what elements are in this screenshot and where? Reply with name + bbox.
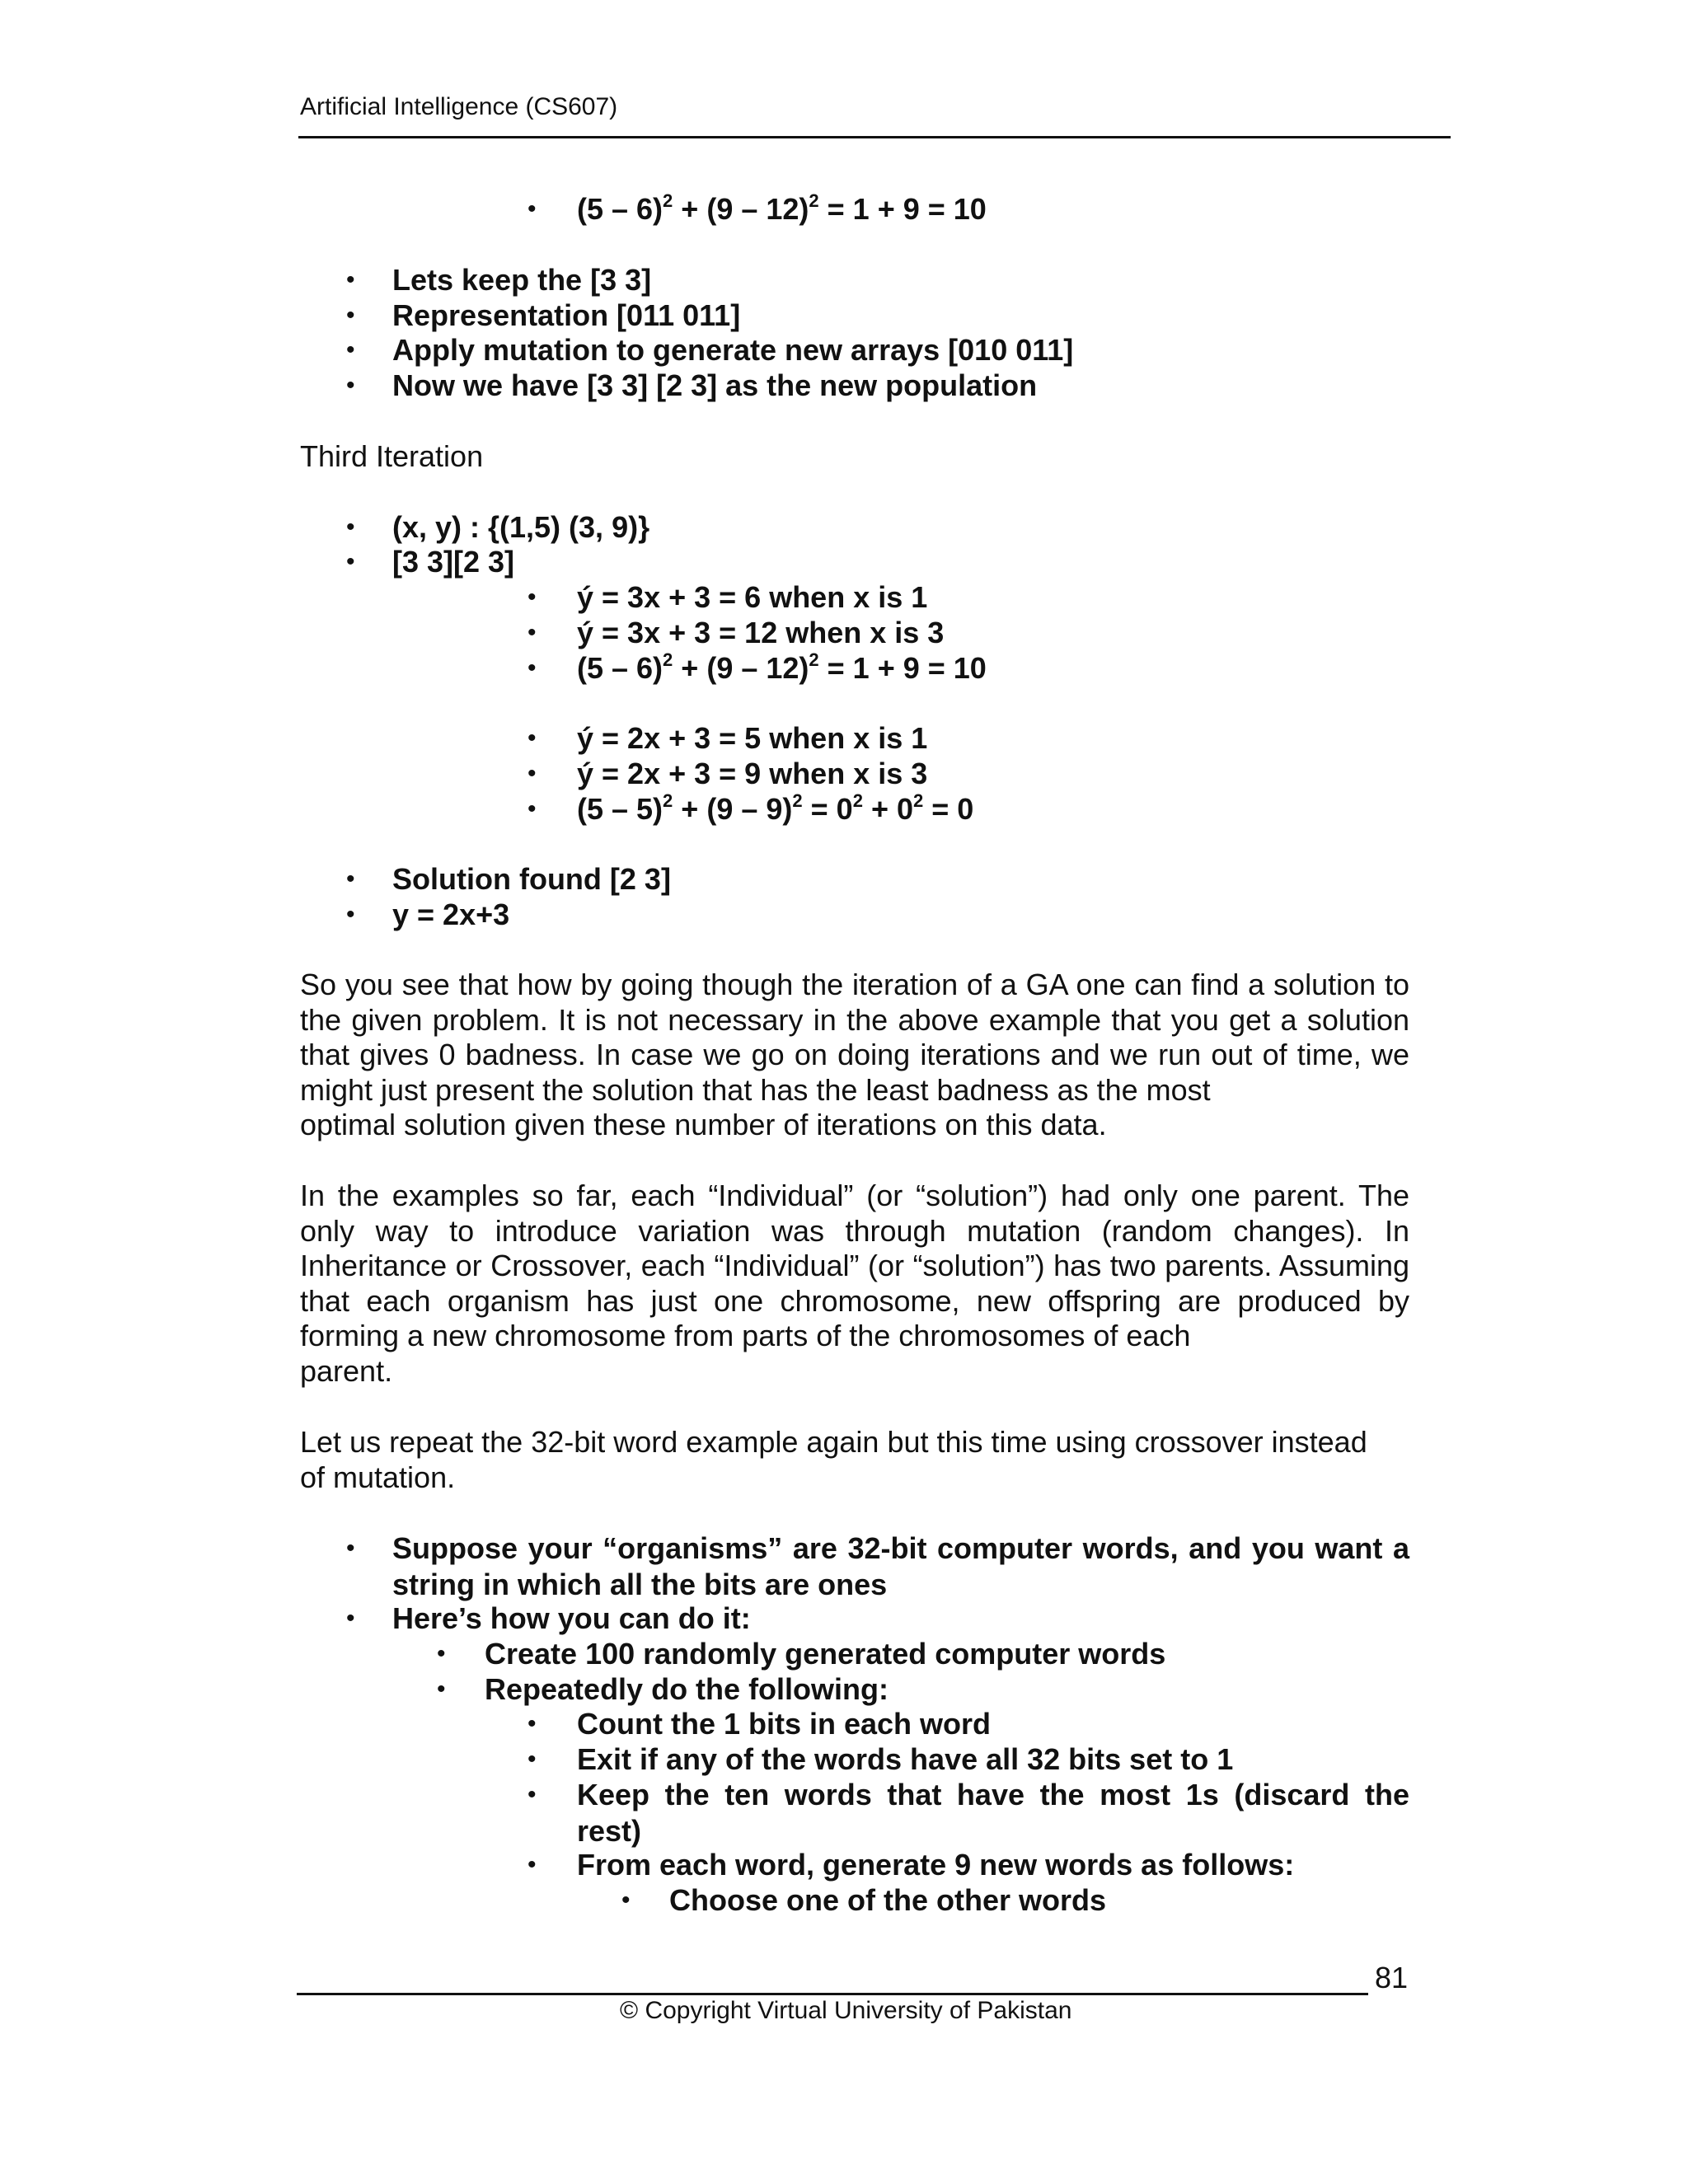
list-item: Representation [011 011] [392,298,741,332]
list-item: Repeatedly do the following: [485,1672,889,1706]
bullet-icon: • [346,1605,355,1632]
equation: (5 – 6)$^2$ + (9 – 12)$^2$ = 1 + 9 = 10 [577,649,987,685]
list-item: From each word, generate 9 new words as follows: [577,1848,1295,1882]
list-item: [3 3][2 3] [392,545,515,579]
equation: $(5 - 5)^2 + (9 - 9)^2 = 0^2 + 0^2 = 0$ [577,790,974,826]
paragraph [300,1179,1409,1390]
bullet-icon: • [437,1675,446,1703]
bullet-icon: • [437,1640,446,1667]
list-item: Keep the ten words that have the most 1s (discard the rest) [577,1778,1409,1848]
bullet-icon: • [346,865,355,893]
paragraph-last-line: of mutation. [300,1460,456,1494]
paragraph-text: So you see that how by going though the iteration of a GA one can find a solution to the given problem. It is not necessary in the above example that you get a solution that gives 0 badness. In case we go on doing iterations and we run out of time, we might just present the solution that has the least badness as the most [300,968,1409,1107]
list-item: Here’s how you can do it: [392,1601,751,1635]
bullet-icon: • [528,1710,537,1737]
bullet-icon: • [528,795,537,823]
section-heading: Third Iteration [300,439,484,473]
header-title: Artificial Intelligence (CS607) [300,93,618,120]
paragraph-text: In the examples so far, each “Individual” (or “solution”) had only one parent. The only way to introduce variation was through mutation (random changes). In Inheritance or Crossover, each “Individual” (or “solution”) has two parents. Assuming that each organism has just one chromosome, new offspring are produced by forming a new chromosome from parts of the chromosomes of each [300,1179,1409,1353]
bullet-icon: • [528,1851,537,1878]
list-item: ý = 3x + 3 = 6 when x is 1 [577,580,928,614]
paragraph-text: Let us repeat the 32-bit word example again but this time using crossover instead [300,1425,1367,1459]
bullet-icon: • [346,513,355,541]
bullet-icon: • [346,901,355,928]
bullet-icon: • [528,619,537,646]
copyright-text: © Copyright Virtual University of Pakistan [620,1997,1072,2024]
list-item: Create 100 randomly generated computer words [485,1637,1166,1671]
bullet-icon: • [528,724,537,752]
paragraph-last-line: optimal solution given these number of iterations on this data. [300,1108,1107,1142]
bullet-icon: • [346,336,355,363]
list-item: Suppose your “organisms” are 32-bit computer words, and you want a string in which all the bits are ones [392,1531,1409,1601]
paragraph [300,1425,1409,1495]
page-number: 81 [1375,1961,1409,1994]
paragraph [300,968,1409,1143]
bullet-icon: • [528,760,537,787]
header-divider [298,136,1451,138]
list-item: Lets keep the [3 3] [392,263,652,297]
footer-divider [297,1993,1368,1995]
list-item: Solution found [2 3] [392,862,671,896]
list-item: ý = 2x + 3 = 5 when x is 1 [577,721,928,755]
bullet-icon: • [346,372,355,399]
list-item: (x, y) : {(1,5) (3, 9)} [392,510,650,544]
list-item: y = 2x+3 [392,898,510,931]
bullet-icon: • [346,1535,355,1562]
bullet-icon: • [528,1746,537,1773]
list-item: Now we have [3 3] [2 3] as the new population [392,368,1038,402]
bullet-icon: • [346,302,355,329]
bullet-icon: • [346,548,355,575]
bullet-icon: • [528,583,537,611]
top-equation: (5 – 6)$^2$ + (9 – 12)$^2$ = 1 + 9 = 10 [577,190,987,226]
list-item: ý = 2x + 3 = 9 when x is 3 [577,757,928,790]
list-item: Exit if any of the words have all 32 bits set to 1 [577,1742,1234,1776]
list-item: Count the 1 bits in each word [577,1707,992,1741]
bullet-icon: • [528,654,537,682]
bullet-icon: • [528,1781,537,1808]
list-item: Choose one of the other words [669,1883,1107,1917]
bullet-icon: • [621,1886,631,1914]
bullet-icon: • [346,266,355,293]
list-item: Apply mutation to generate new arrays [010 011] [392,333,1074,367]
bullet-icon: • [528,195,537,223]
list-item: ý = 3x + 3 = 12 when x is 3 [577,616,945,649]
paragraph-last-line: parent. [300,1353,393,1388]
